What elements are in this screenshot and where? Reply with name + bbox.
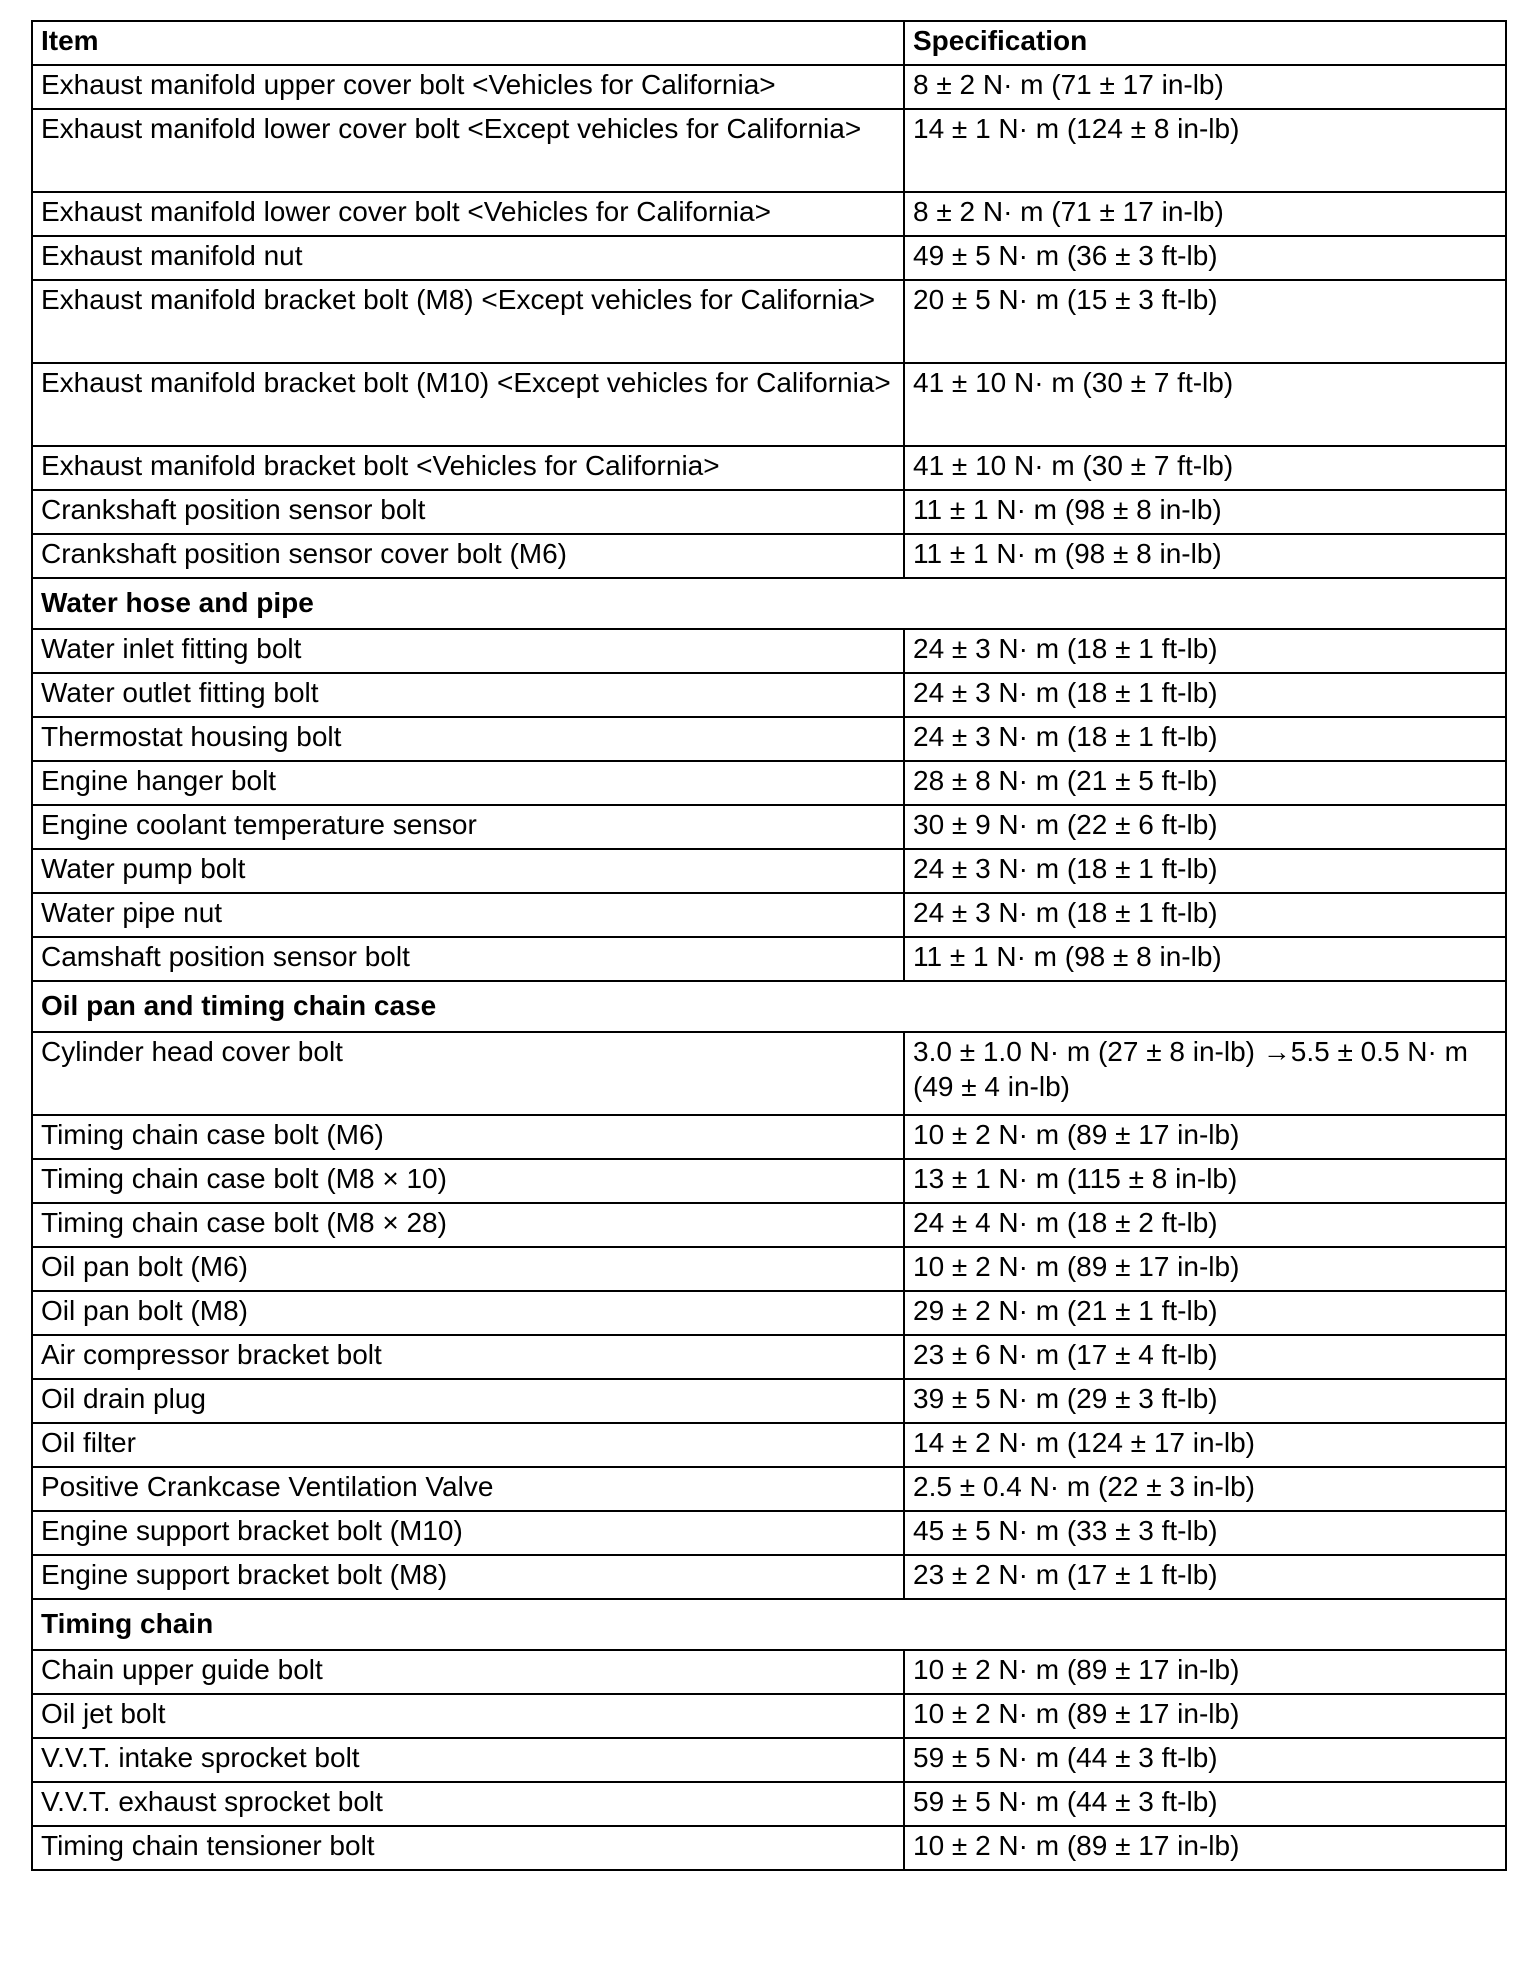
spec-sheet bbox=[31, 20, 1505, 1871]
item-cell: Timing chain case bolt (M8 × 28) bbox=[32, 1203, 904, 1247]
item-cell: Water pipe nut bbox=[32, 893, 904, 937]
table-row bbox=[32, 236, 1506, 280]
item-cell: Timing chain case bolt (M6) bbox=[32, 1115, 904, 1159]
column-header-item: Item bbox=[32, 21, 904, 65]
specification-cell: 24 ± 3 N· m (18 ± 1 ft-lb) bbox=[904, 717, 1506, 761]
table-body bbox=[32, 65, 1506, 1870]
specification-cell: 59 ± 5 N· m (44 ± 3 ft-lb) bbox=[904, 1782, 1506, 1826]
item-cell: Crankshaft position sensor cover bolt (M6) bbox=[32, 534, 904, 578]
table-row bbox=[32, 490, 1506, 534]
specification-cell: 24 ± 3 N· m (18 ± 1 ft-lb) bbox=[904, 629, 1506, 673]
item-cell: V.V.T. intake sprocket bolt bbox=[32, 1738, 904, 1782]
table-row bbox=[32, 761, 1506, 805]
item-cell: Exhaust manifold bracket bolt (M8) <Except vehicles for California> bbox=[32, 280, 904, 363]
item-cell: Exhaust manifold upper cover bolt <Vehicles for California> bbox=[32, 65, 904, 109]
table-row bbox=[32, 363, 1506, 446]
specification-cell: 2.5 ± 0.4 N· m (22 ± 3 in-lb) bbox=[904, 1467, 1506, 1511]
item-cell: Oil pan bolt (M8) bbox=[32, 1291, 904, 1335]
specification-cell: 24 ± 3 N· m (18 ± 1 ft-lb) bbox=[904, 893, 1506, 937]
specification-cell: 41 ± 10 N· m (30 ± 7 ft-lb) bbox=[904, 363, 1506, 446]
item-cell: Engine hanger bolt bbox=[32, 761, 904, 805]
specification-cell: 41 ± 10 N· m (30 ± 7 ft-lb) bbox=[904, 446, 1506, 490]
item-cell: Oil jet bolt bbox=[32, 1694, 904, 1738]
specification-cell: 59 ± 5 N· m (44 ± 3 ft-lb) bbox=[904, 1738, 1506, 1782]
specification-cell: 10 ± 2 N· m (89 ± 17 in-lb) bbox=[904, 1247, 1506, 1291]
specification-cell: 49 ± 5 N· m (36 ± 3 ft-lb) bbox=[904, 236, 1506, 280]
table-row bbox=[32, 893, 1506, 937]
item-cell: Engine support bracket bolt (M10) bbox=[32, 1511, 904, 1555]
table-row bbox=[32, 1159, 1506, 1203]
item-cell: Water inlet fitting bolt bbox=[32, 629, 904, 673]
item-cell: Air compressor bracket bolt bbox=[32, 1335, 904, 1379]
specification-cell: 14 ± 2 N· m (124 ± 17 in-lb) bbox=[904, 1423, 1506, 1467]
table-row bbox=[32, 629, 1506, 673]
specification-cell: 10 ± 2 N· m (89 ± 17 in-lb) bbox=[904, 1826, 1506, 1870]
table-row bbox=[32, 192, 1506, 236]
item-cell: Engine support bracket bolt (M8) bbox=[32, 1555, 904, 1599]
table-row bbox=[32, 1291, 1506, 1335]
item-cell: Exhaust manifold nut bbox=[32, 236, 904, 280]
table-row bbox=[32, 534, 1506, 578]
specification-cell: 10 ± 2 N· m (89 ± 17 in-lb) bbox=[904, 1115, 1506, 1159]
specification-cell: 11 ± 1 N· m (98 ± 8 in-lb) bbox=[904, 534, 1506, 578]
table-row bbox=[32, 109, 1506, 192]
table-row bbox=[32, 1738, 1506, 1782]
item-cell: V.V.T. exhaust sprocket bolt bbox=[32, 1782, 904, 1826]
table-row bbox=[32, 1511, 1506, 1555]
section-row bbox=[32, 1599, 1506, 1650]
item-cell: Water outlet fitting bolt bbox=[32, 673, 904, 717]
item-cell: Exhaust manifold lower cover bolt <Vehicles for California> bbox=[32, 192, 904, 236]
column-header-specification: Specification bbox=[904, 21, 1506, 65]
specification-cell: 11 ± 1 N· m (98 ± 8 in-lb) bbox=[904, 490, 1506, 534]
specification-cell: 8 ± 2 N· m (71 ± 17 in-lb) bbox=[904, 65, 1506, 109]
specification-cell: 10 ± 2 N· m (89 ± 17 in-lb) bbox=[904, 1694, 1506, 1738]
item-cell: Chain upper guide bolt bbox=[32, 1650, 904, 1694]
item-cell: Exhaust manifold lower cover bolt <Except vehicles for California> bbox=[32, 109, 904, 192]
item-cell: Thermostat housing bolt bbox=[32, 717, 904, 761]
specification-cell: 45 ± 5 N· m (33 ± 3 ft-lb) bbox=[904, 1511, 1506, 1555]
table-row bbox=[32, 1423, 1506, 1467]
specification-cell: 20 ± 5 N· m (15 ± 3 ft-lb) bbox=[904, 280, 1506, 363]
item-cell: Crankshaft position sensor bolt bbox=[32, 490, 904, 534]
item-cell: Timing chain tensioner bolt bbox=[32, 1826, 904, 1870]
item-cell: Oil filter bbox=[32, 1423, 904, 1467]
table-row bbox=[32, 1650, 1506, 1694]
table-row bbox=[32, 1467, 1506, 1511]
specification-cell: 10 ± 2 N· m (89 ± 17 in-lb) bbox=[904, 1650, 1506, 1694]
item-cell: Oil pan bolt (M6) bbox=[32, 1247, 904, 1291]
item-cell: Water pump bolt bbox=[32, 849, 904, 893]
specification-cell: 39 ± 5 N· m (29 ± 3 ft-lb) bbox=[904, 1379, 1506, 1423]
specification-cell: 23 ± 6 N· m (17 ± 4 ft-lb) bbox=[904, 1335, 1506, 1379]
table-row bbox=[32, 1379, 1506, 1423]
table-row bbox=[32, 1335, 1506, 1379]
specification-cell: 24 ± 3 N· m (18 ± 1 ft-lb) bbox=[904, 849, 1506, 893]
section-title: Oil pan and timing chain case bbox=[32, 981, 1506, 1032]
header-row bbox=[32, 21, 1506, 65]
specification-cell: 3.0 ± 1.0 N· m (27 ± 8 in-lb) →5.5 ± 0.5 N· m (49 ± 4 in-lb) bbox=[904, 1032, 1506, 1115]
table-row bbox=[32, 65, 1506, 109]
specification-cell: 29 ± 2 N· m (21 ± 1 ft-lb) bbox=[904, 1291, 1506, 1335]
table-row bbox=[32, 1826, 1506, 1870]
section-row bbox=[32, 981, 1506, 1032]
table-row bbox=[32, 1782, 1506, 1826]
specification-cell: 24 ± 3 N· m (18 ± 1 ft-lb) bbox=[904, 673, 1506, 717]
table-row bbox=[32, 1032, 1506, 1115]
specification-cell: 11 ± 1 N· m (98 ± 8 in-lb) bbox=[904, 937, 1506, 981]
table-row bbox=[32, 1115, 1506, 1159]
specification-cell: 13 ± 1 N· m (115 ± 8 in-lb) bbox=[904, 1159, 1506, 1203]
table-row bbox=[32, 446, 1506, 490]
section-row bbox=[32, 578, 1506, 629]
item-cell: Timing chain case bolt (M8 × 10) bbox=[32, 1159, 904, 1203]
section-title: Water hose and pipe bbox=[32, 578, 1506, 629]
specification-cell: 14 ± 1 N· m (124 ± 8 in-lb) bbox=[904, 109, 1506, 192]
item-cell: Engine coolant temperature sensor bbox=[32, 805, 904, 849]
item-cell: Exhaust manifold bracket bolt <Vehicles for California> bbox=[32, 446, 904, 490]
specification-cell: 8 ± 2 N· m (71 ± 17 in-lb) bbox=[904, 192, 1506, 236]
item-cell: Cylinder head cover bolt bbox=[32, 1032, 904, 1115]
table-row bbox=[32, 1203, 1506, 1247]
specification-cell: 23 ± 2 N· m (17 ± 1 ft-lb) bbox=[904, 1555, 1506, 1599]
torque-spec-table bbox=[31, 20, 1507, 1871]
item-cell: Exhaust manifold bracket bolt (M10) <Except vehicles for California> bbox=[32, 363, 904, 446]
table-row bbox=[32, 805, 1506, 849]
table-row bbox=[32, 717, 1506, 761]
specification-cell: 24 ± 4 N· m (18 ± 2 ft-lb) bbox=[904, 1203, 1506, 1247]
specification-cell: 30 ± 9 N· m (22 ± 6 ft-lb) bbox=[904, 805, 1506, 849]
item-cell: Oil drain plug bbox=[32, 1379, 904, 1423]
item-cell: Camshaft position sensor bolt bbox=[32, 937, 904, 981]
table-row bbox=[32, 280, 1506, 363]
specification-cell: 28 ± 8 N· m (21 ± 5 ft-lb) bbox=[904, 761, 1506, 805]
item-cell: Positive Crankcase Ventilation Valve bbox=[32, 1467, 904, 1511]
table-row bbox=[32, 1555, 1506, 1599]
table-row bbox=[32, 849, 1506, 893]
section-title: Timing chain bbox=[32, 1599, 1506, 1650]
table-row bbox=[32, 1247, 1506, 1291]
table-row bbox=[32, 1694, 1506, 1738]
table-row bbox=[32, 673, 1506, 717]
table-row bbox=[32, 937, 1506, 981]
